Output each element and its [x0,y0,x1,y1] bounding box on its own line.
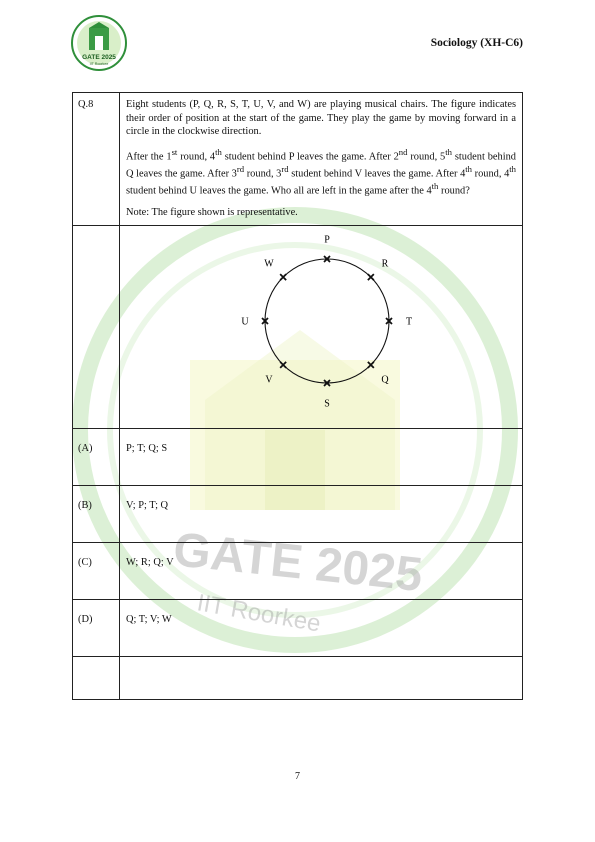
option-a[interactable] [73,429,523,486]
option-d-key: (D) [73,600,120,657]
seat-marker-q [368,362,374,368]
seat-label-v: V [265,374,273,386]
gate-logo [70,14,128,72]
option-d-text: Q; T; V; W [120,600,523,657]
option-c-text: W; R; Q; V [120,543,523,600]
logo-subtext: IIT Roorkee [89,62,109,66]
question-number: Q.8 [73,93,120,226]
seat-label-p: P [324,234,330,246]
seat-label-s: S [324,398,330,410]
logo-text: GATE 2025 [82,54,116,61]
question-intro: Eight students (P, Q, R, S, T, U, V, and W) are playing musical chairs. The figure indicates their order of position at the start of the game. They play the game by moving forward in a circle in the clockwise direction. [126,99,516,138]
seating-circle-figure [159,226,483,423]
option-b-key: (B) [73,486,120,543]
figure-row [73,226,523,429]
seat-label-w: W [264,258,274,270]
option-d[interactable] [73,600,523,657]
option-c[interactable] [73,543,523,600]
question-note: Note: The figure shown is representative. [126,206,298,218]
blank-row [73,657,523,700]
option-a-text: P; T; Q; S [120,429,523,486]
paper-title: Sociology (XH-C6) [430,37,523,49]
seat-label-q: Q [381,374,389,386]
seat-marker-w [280,274,286,280]
question-rules: After the 1st round, 4th student behind P leaves the game. After 2nd round, 5th student behind Q leaves the game. After 3rd round, 3rd student behind V leaves the game. After 4th round, 4th student behind U leaves the game. Who all are left in the game after the 4th round? [126,146,517,196]
question-table [72,92,523,700]
option-c-key: (C) [73,543,120,600]
page-number: 7 [295,771,300,782]
watermark-subtitle: IIT Roorkee [194,589,323,638]
watermark-title: GATE 2025 [170,523,425,603]
seat-label-u: U [241,316,249,328]
question-row [73,93,523,226]
option-a-key: (A) [73,429,120,486]
seat-label-r: R [381,258,389,270]
seat-label-t: T [405,316,413,328]
seat-marker-v [280,362,286,368]
option-b[interactable] [73,486,523,543]
question-text [120,93,523,226]
option-b-text: V; P; T; Q [120,486,523,543]
seat-marker-r [368,274,374,280]
